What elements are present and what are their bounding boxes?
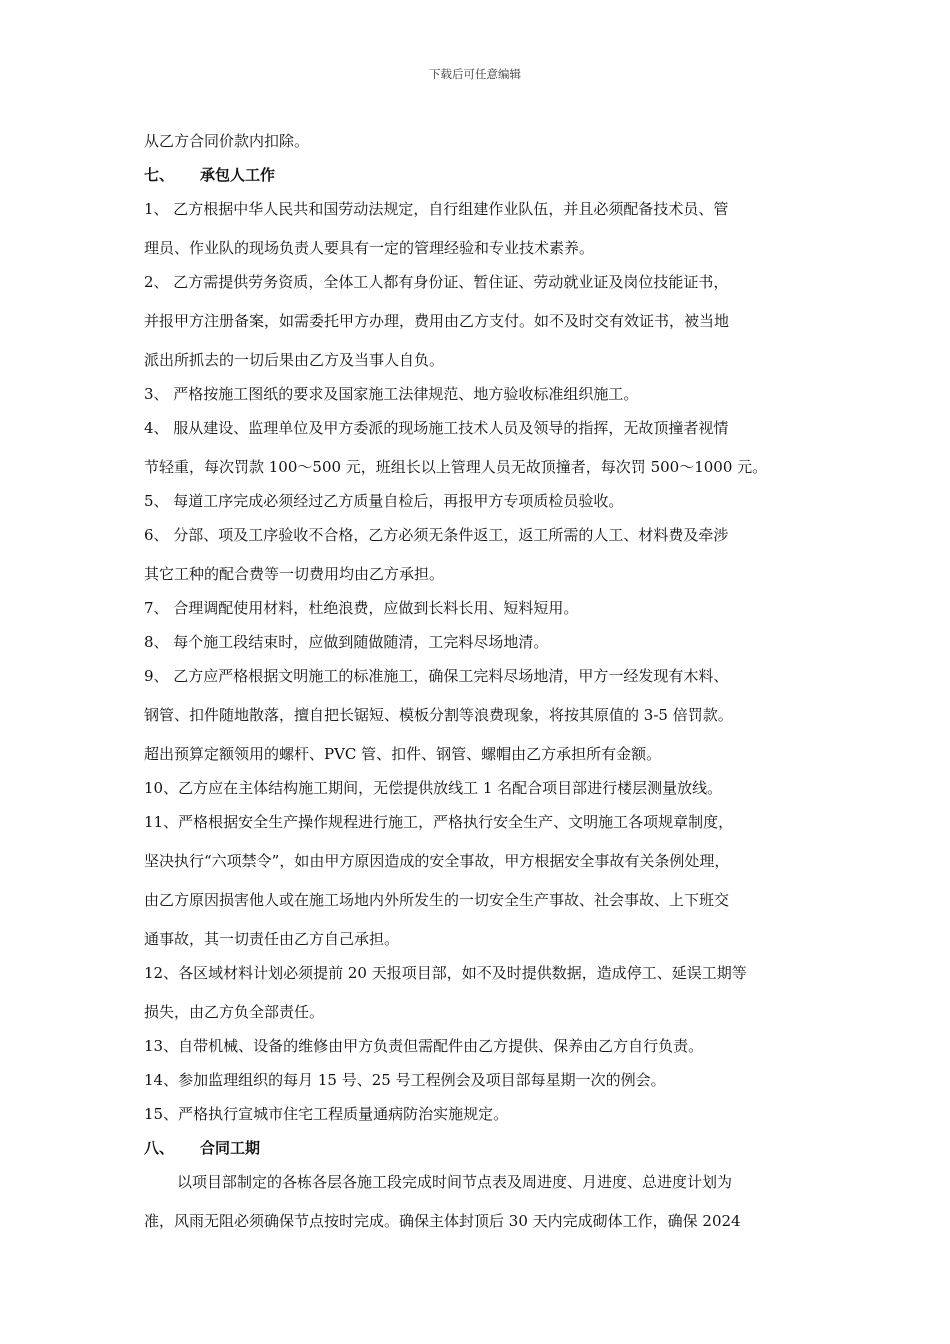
paragraph-line: 准，风雨无阻必须确保节点按时完成。确保主体封顶后 30 天内完成砌体工作，确保 2024 xyxy=(144,1212,741,1230)
section-heading-8 xyxy=(144,1131,820,1165)
list-item-9-line: 9、 乙方应严格根据文明施工的标准施工，确保工完料尽场地清，甲方一经发现有木料、 xyxy=(144,667,729,685)
list-item-12-line: 12、各区域材料计划必须提前 20 天报项目部，如不及时提供数据，造成停工、延误工期等 xyxy=(144,964,747,982)
list-item-14-line: 14、参加监理组织的每月 15 号、25 号工程例会及项目部每星期一次的例会。 xyxy=(144,1071,666,1089)
list-item-8-line: 8、 每个施工段结束时，应做到随做随清，工完料尽场地清。 xyxy=(144,633,549,651)
list-item-9-line: 钢管、扣件随地散落，擅自把长锯短、模板分割等浪费现象，将按其原值的 3-5 倍罚款。 xyxy=(144,706,733,724)
section-number: 八、 xyxy=(144,1139,175,1157)
list-item-6-line: 6、 分部、项及工序验收不合格，乙方必须无条件返工，返工所需的人工、材料费及牵涉 xyxy=(144,526,729,544)
list-item-12-line: 损失，由乙方负全部责任。 xyxy=(144,1003,325,1021)
list-item-6-line: 其它工种的配合费等一切费用均由乙方承担。 xyxy=(144,565,445,583)
list-item-11-line: 通事故，其一切责任由乙方自己承担。 xyxy=(144,930,400,948)
list-item-11-line: 11、严格根据安全生产操作规程进行施工，严格执行安全生产、文明施工各项规章制度， xyxy=(144,813,734,831)
list-item-1-line: 1、 乙方根据中华人民共和国劳动法规定，自行组建作业队伍，并且必须配备技术员、管 xyxy=(144,200,729,218)
list-item-4-line: 节轻重，每次罚款 100～500 元，班组长以上管理人员无故顶撞者，每次罚 500～1000 元。 xyxy=(144,458,768,476)
list-item-7-line: 7、 合理调配使用材料，杜绝浪费，应做到长料长用、短料短用。 xyxy=(144,599,579,617)
list-item-2-line: 并报甲方注册备案，如需委托甲方办理，费用由乙方支付。如不及时交有效证书，被当地 xyxy=(144,312,730,330)
section-title: 承包人工作 xyxy=(200,166,276,184)
list-item-9-line: 超出预算定额领用的螺杆、PVC 管、扣件、钢管、螺帽由乙方承担所有金额。 xyxy=(144,745,662,763)
list-item-4-line: 4、 服从建设、监理单位及甲方委派的现场施工技术人员及领导的指挥，无故顶撞者视情 xyxy=(144,419,729,437)
document-body xyxy=(144,124,820,1238)
list-item-10-line: 10、乙方应在主体结构施工期间，无偿提供放线工 1 名配合项目部进行楼层测量放线。 xyxy=(144,779,723,797)
list-item-11-line: 坚决执行“六项禁令”，如由甲方原因造成的安全事故，甲方根据安全事故有关条例处理， xyxy=(144,852,730,870)
section-title: 合同工期 xyxy=(200,1139,261,1157)
paragraph-line: 以项目部制定的各栋各层各施工段完成时间节点表及周进度、月进度、总进度计划为 xyxy=(177,1173,733,1191)
list-item-3-line: 3、 严格按施工图纸的要求及国家施工法律规范、地方验收标准组织施工。 xyxy=(144,385,639,403)
list-item-5-line: 5、 每道工序完成必须经过乙方质量自检后，再报甲方专项质检员验收。 xyxy=(144,492,624,510)
paragraph-line: 从乙方合同价款内扣除。 xyxy=(144,132,310,150)
list-item-13-line: 13、自带机械、设备的维修由甲方负责但需配件由乙方提供、保养由乙方自行负责。 xyxy=(144,1037,704,1055)
page-header-note: 下载后可任意编辑 xyxy=(429,67,521,81)
list-item-11-line: 由乙方原因损害他人或在施工场地内外所发生的一切安全生产事故、社会事故、上下班交 xyxy=(144,891,730,909)
list-item-1-line: 理员、作业队的现场负责人要具有一定的管理经验和专业技术素养。 xyxy=(144,239,595,257)
section-heading-7 xyxy=(144,158,820,192)
list-item-2-line: 派出所抓去的一切后果由乙方及当事人自负。 xyxy=(144,351,445,369)
list-item-15-line: 15、严格执行宣城市住宅工程质量通病防治实施规定。 xyxy=(144,1105,509,1123)
list-item-2-line: 2、 乙方需提供劳务资质，全体工人都有身份证、暂住证、劳动就业证及岗位技能证书， xyxy=(144,273,729,291)
section-number: 七、 xyxy=(144,166,175,184)
